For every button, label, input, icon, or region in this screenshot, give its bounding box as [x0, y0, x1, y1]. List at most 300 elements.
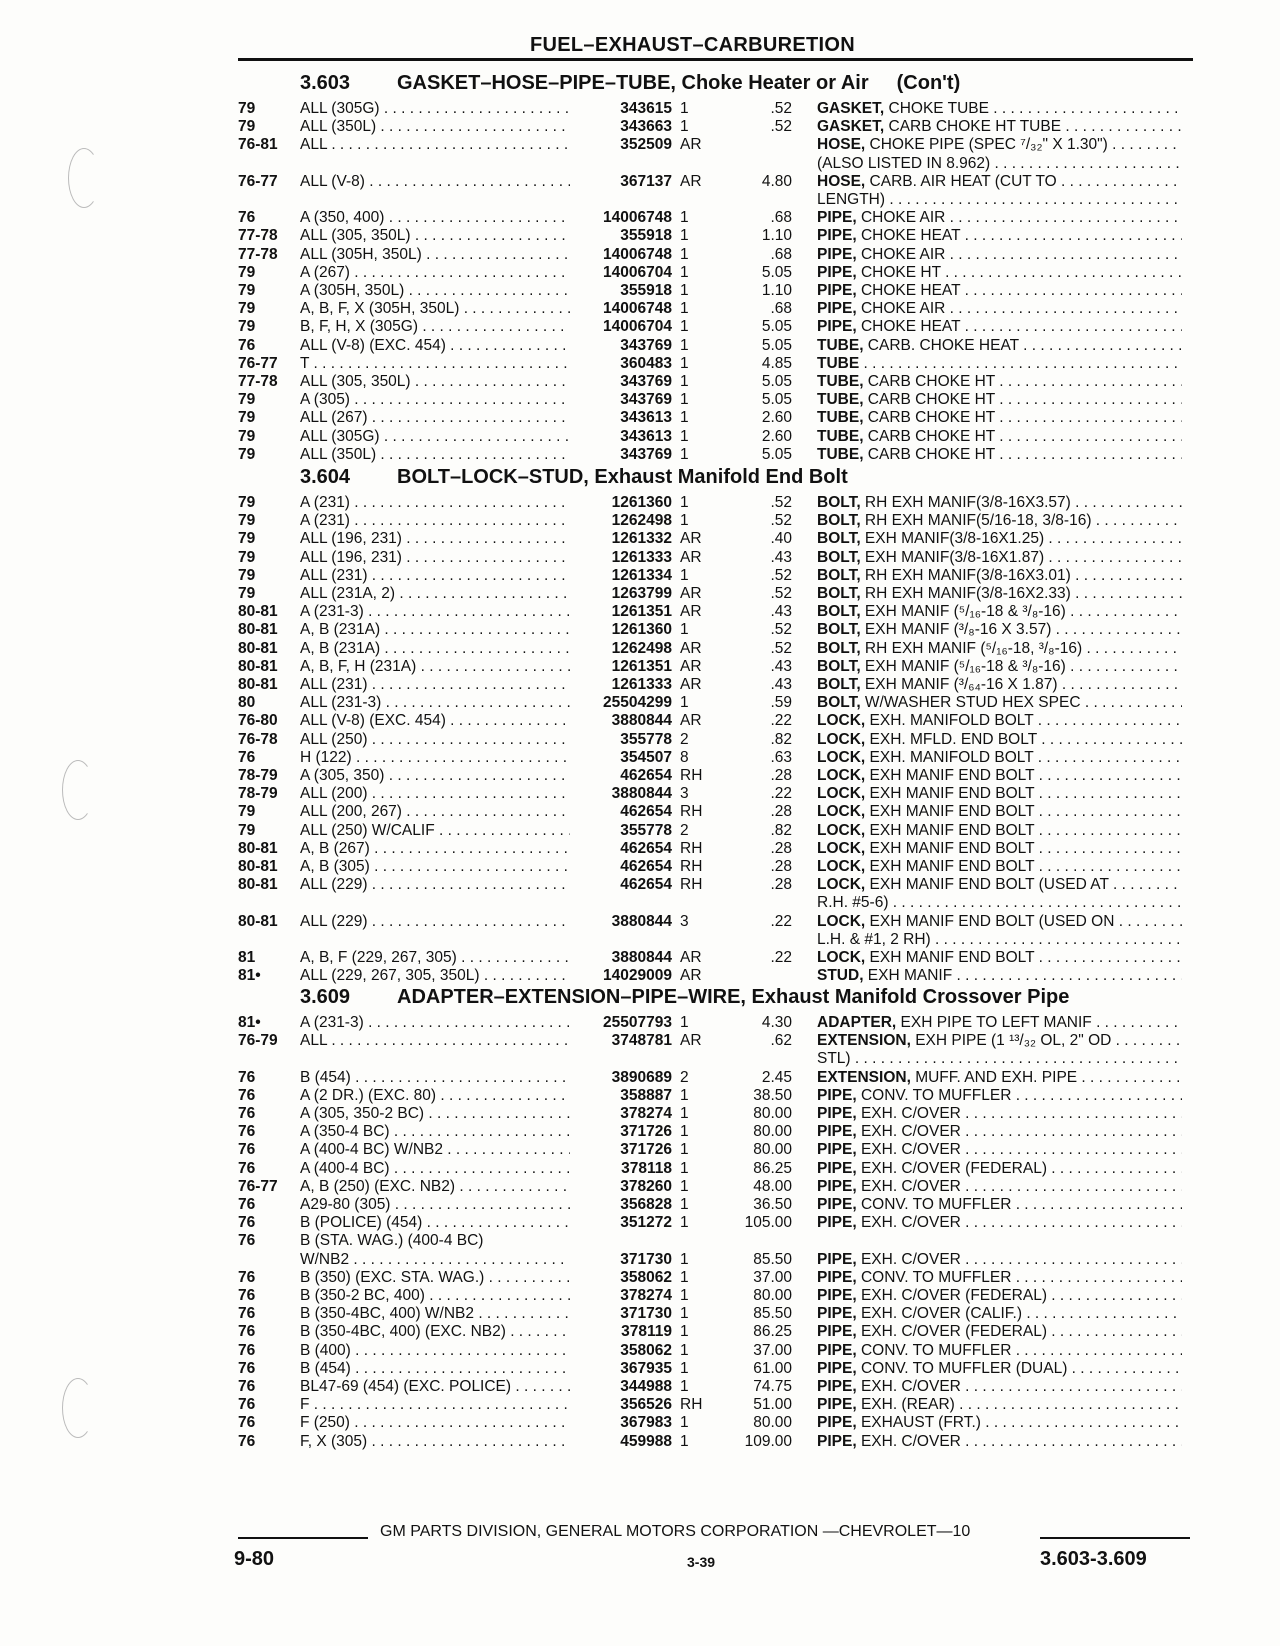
- model-year: 76-77: [238, 172, 278, 190]
- application: A (400-4 BC) . . .: [300, 1160, 570, 1178]
- part-number: 378119: [621, 1323, 672, 1341]
- description: [817, 1141, 1182, 1159]
- part-number: 367137: [620, 172, 672, 190]
- parts-row: [0, 767, 1280, 785]
- parts-row: [0, 428, 1280, 446]
- page-header: FUEL–EXHAUST–CARBURETION: [530, 34, 856, 56]
- application: ALL (231) . . .: [300, 567, 570, 585]
- price: .43: [770, 676, 792, 693]
- parts-row: [0, 264, 1280, 282]
- description-text: CHOKE AIR: [856, 300, 946, 318]
- description-text: EXH MANIF END BOLT: [865, 949, 1035, 966]
- description-keyword: LOCK,: [817, 785, 866, 803]
- description-keyword: TUBE,: [817, 391, 864, 409]
- description: [817, 676, 1182, 694]
- price: 80.00: [753, 1414, 792, 1432]
- part-number: 1261360: [611, 494, 672, 511]
- description-text: EXH. C/OVER (FEDERAL): [856, 1159, 1047, 1177]
- description: [817, 409, 1182, 427]
- description-text: EXH. C/OVER: [856, 1141, 961, 1159]
- description-text: EXH. C/OVER: [856, 1214, 961, 1232]
- part-number: 14006748: [603, 209, 672, 227]
- description-text: EXH MANIF: [863, 967, 953, 985]
- model-year: 76: [238, 1123, 256, 1141]
- application: H (122) . . .: [300, 749, 570, 767]
- part-number: 360483: [620, 354, 672, 372]
- price: .82: [770, 730, 792, 748]
- price: 80.00: [753, 1141, 792, 1159]
- price: 4.85: [761, 354, 792, 372]
- quantity: AR: [680, 639, 702, 657]
- description-text: EXH MANIF END BOLT (USED ON: [865, 912, 1115, 930]
- parts-row: [0, 1050, 1280, 1068]
- parts-row: [0, 822, 1280, 840]
- part-number: 351272: [620, 1214, 672, 1232]
- part-number: 459988: [620, 1432, 672, 1450]
- quantity: 1: [680, 1378, 689, 1395]
- parts-row: [0, 1014, 1280, 1032]
- parts-row: [0, 1378, 1280, 1396]
- description: [817, 494, 1182, 512]
- model-year: 76: [238, 1196, 256, 1213]
- application: B (350) (EXC. STA. WAG.) . . .: [300, 1269, 570, 1287]
- description: [817, 446, 1182, 464]
- description-keyword: BOLT,: [817, 585, 861, 602]
- description-keyword: BOLT,: [817, 494, 861, 511]
- part-number: 356828: [620, 1196, 672, 1213]
- parts-row: [0, 1160, 1280, 1178]
- model-year: 79: [238, 512, 256, 530]
- application: ALL (V-8) (EXC. 454) . . .: [300, 712, 570, 730]
- model-year: 76: [238, 1305, 256, 1323]
- part-number: 25504299: [603, 694, 672, 712]
- quantity: AR: [680, 949, 702, 966]
- price: 5.05: [761, 373, 792, 390]
- description: [817, 264, 1182, 282]
- part-number: 354507: [620, 748, 672, 766]
- parts-row: [0, 118, 1280, 136]
- application: A (305) . . .: [300, 391, 570, 409]
- price: .22: [770, 949, 792, 966]
- description: [817, 840, 1182, 858]
- section-number: 3.604: [300, 466, 351, 488]
- description-keyword: PIPE,: [817, 245, 857, 263]
- model-year: 79: [238, 300, 256, 318]
- description-keyword: PIPE,: [817, 1396, 857, 1414]
- parts-row: [0, 191, 1280, 209]
- part-number: 14006704: [603, 263, 672, 281]
- description-keyword: TUBE,: [817, 445, 864, 463]
- description: [817, 567, 1182, 585]
- part-number: 3880844: [611, 949, 672, 966]
- description-text: CARB CHOKE HT: [863, 373, 995, 390]
- description-text: EXH. C/OVER: [856, 1378, 961, 1395]
- section-name: BOLT–LOCK–STUD, Exhaust Manifold End Bolt: [397, 466, 848, 488]
- application: B (POLICE) (454) . . .: [300, 1214, 570, 1232]
- application: B (350-4BC, 400) (EXC. NB2) . . .: [300, 1323, 570, 1341]
- parts-row: [0, 155, 1280, 173]
- description-text: CARB CHOKE HT: [863, 445, 995, 463]
- model-year: 79: [238, 282, 256, 299]
- description-text: CHOKE HEAT: [856, 318, 961, 336]
- description: [817, 1323, 1182, 1341]
- parts-row: [0, 803, 1280, 821]
- model-year: 76: [238, 336, 256, 354]
- quantity: 1: [680, 209, 689, 227]
- quantity: 1: [680, 427, 689, 445]
- application: A (231) . . .: [300, 494, 570, 512]
- model-year: 76-80: [238, 712, 278, 730]
- application: A, B (231A) . . .: [300, 621, 570, 639]
- description: [817, 282, 1182, 300]
- part-number: 25507793: [603, 1014, 672, 1031]
- price: 2.60: [761, 427, 792, 445]
- model-year: 79: [238, 318, 256, 336]
- application: B (400) . . .: [300, 1342, 570, 1360]
- description: [817, 749, 1182, 767]
- description-text: CARB CHOKE HT: [863, 427, 995, 445]
- price: .22: [770, 912, 792, 930]
- description-keyword: PIPE,: [817, 1323, 857, 1341]
- description: [817, 949, 1182, 967]
- application: W/NB2 . . .: [300, 1251, 570, 1269]
- parts-row: [0, 640, 1280, 658]
- price: 86.25: [753, 1159, 792, 1177]
- parts-row: [0, 1342, 1280, 1360]
- section-title: [300, 986, 1069, 1009]
- application: A, B (231A) . . .: [300, 640, 570, 658]
- model-year: 80-81: [238, 676, 278, 693]
- model-year: 80-81: [238, 839, 278, 857]
- quantity: AR: [680, 603, 702, 621]
- price: .43: [770, 548, 792, 566]
- section-note: (Con't): [896, 72, 961, 94]
- section-number: 3.609: [300, 986, 351, 1008]
- quantity: AR: [680, 1032, 702, 1050]
- parts-row: [0, 913, 1280, 931]
- model-year: 79: [238, 803, 256, 821]
- part-number: 355778: [620, 730, 672, 748]
- description-text: EXH. C/OVER: [856, 1250, 961, 1268]
- price: 1.10: [761, 227, 792, 245]
- parts-row: [0, 1141, 1280, 1159]
- price: .52: [770, 512, 792, 530]
- parts-row: [0, 494, 1280, 512]
- application: A29-80 (305) . . .: [300, 1196, 570, 1214]
- description-keyword: LOCK,: [817, 876, 866, 894]
- description: [817, 858, 1182, 876]
- model-year: 76: [238, 1287, 256, 1304]
- part-number: 343615: [620, 100, 672, 117]
- parts-row: [0, 1178, 1280, 1196]
- price: 74.75: [753, 1378, 792, 1395]
- price: .52: [770, 118, 792, 136]
- description-text: EXH MANIF END BOLT: [865, 803, 1035, 821]
- application: A (305, 350) . . .: [300, 767, 570, 785]
- model-year: 76: [238, 1268, 256, 1286]
- model-year: 79: [238, 100, 256, 117]
- model-year: 77-78: [238, 227, 278, 245]
- application: ALL (305G) . . .: [300, 428, 570, 446]
- part-number: 356526: [620, 1396, 672, 1414]
- application: ALL (200, 267) . . .: [300, 803, 570, 821]
- part-number: 462654: [620, 858, 672, 875]
- description-text: CONV. TO MUFFLER (DUAL): [856, 1359, 1068, 1377]
- quantity: RH: [680, 839, 703, 857]
- application: ALL (305H, 350L) . . .: [300, 246, 570, 264]
- price: 4.30: [761, 1014, 792, 1031]
- quantity: 1: [680, 1341, 689, 1359]
- part-number: 358062: [620, 1341, 672, 1359]
- application: ALL . . .: [300, 1032, 570, 1050]
- description-keyword: BOLT,: [817, 512, 861, 530]
- description-keyword: PIPE,: [817, 1305, 857, 1323]
- application: B (STA. WAG.) (400-4 BC): [300, 1232, 484, 1250]
- part-number: 343663: [620, 118, 672, 136]
- quantity: 1: [680, 512, 689, 530]
- description-text: RH EXH MANIF (⁵/₁₆-18, ³/₈-16): [860, 639, 1083, 657]
- application: F, X (305) . . .: [300, 1433, 570, 1451]
- application: ALL (250) W/CALIF . . .: [300, 822, 570, 840]
- description-text: CHOKE HT: [856, 263, 941, 281]
- model-year: 76: [238, 1414, 256, 1432]
- description: [817, 585, 1182, 603]
- description-keyword: EXTENSION,: [817, 1032, 911, 1050]
- model-year: 76: [238, 1068, 256, 1086]
- model-year: 79: [238, 494, 256, 511]
- model-year: 81•: [238, 967, 261, 985]
- part-number: 1261351: [611, 603, 672, 621]
- model-year: 76: [238, 1141, 256, 1159]
- quantity: AR: [680, 172, 702, 190]
- model-year: 80-81: [238, 621, 278, 639]
- price: 5.05: [761, 445, 792, 463]
- part-number: 1262498: [611, 512, 672, 530]
- parts-row: [0, 1251, 1280, 1269]
- description-text: EXH PIPE (1 ¹³/₃₂ OL, 2" OD: [910, 1032, 1112, 1050]
- model-year: 81: [238, 949, 256, 966]
- description-text: CARB CHOKE HT: [863, 391, 995, 409]
- description-text: CONV. TO MUFFLER: [856, 1086, 1012, 1104]
- model-year: 79: [238, 445, 256, 463]
- application: ALL (200) . . .: [300, 785, 570, 803]
- quantity: 2: [680, 821, 689, 839]
- description: [817, 549, 1182, 567]
- application: ALL (305G) . . .: [300, 100, 570, 118]
- application: A (305H, 350L) . . .: [300, 282, 570, 300]
- model-year: 79: [238, 821, 256, 839]
- price: 80.00: [753, 1123, 792, 1141]
- description-text: EXH. (REAR): [856, 1396, 955, 1414]
- quantity: AR: [680, 712, 702, 730]
- part-number: 343769: [620, 336, 672, 354]
- part-number: 378274: [620, 1287, 672, 1304]
- parts-row: [0, 1123, 1280, 1141]
- description-text: EXH. MANIFOLD BOLT: [865, 748, 1034, 766]
- application: T . . .: [300, 355, 570, 373]
- description: [817, 1123, 1182, 1141]
- price: .43: [770, 603, 792, 621]
- description: [817, 100, 1182, 118]
- description-keyword: LOCK,: [817, 730, 866, 748]
- description: [817, 1396, 1182, 1414]
- part-number: 462654: [620, 803, 672, 821]
- parts-row: [0, 373, 1280, 391]
- description: [817, 712, 1182, 730]
- parts-row: [0, 246, 1280, 264]
- description-keyword: PIPE,: [817, 1414, 857, 1432]
- description-text: EXH MANIF (³/₈-16 X 3.57): [860, 621, 1052, 639]
- parts-row: [0, 676, 1280, 694]
- description-keyword: PIPE,: [817, 1268, 857, 1286]
- price: 86.25: [753, 1323, 792, 1341]
- description: [817, 767, 1182, 785]
- parts-row: [0, 967, 1280, 985]
- application: A, B (305) . . .: [300, 858, 570, 876]
- description-text: EXH MANIF (³/₆₄-16 X 1.87): [860, 676, 1058, 693]
- description-keyword: LOCK,: [817, 839, 866, 857]
- parts-row: [0, 567, 1280, 585]
- part-number: 367935: [620, 1359, 672, 1377]
- part-number: 355918: [620, 282, 672, 299]
- application: A (350, 400) . . .: [300, 209, 570, 227]
- part-number: 343769: [620, 373, 672, 390]
- section-title: [300, 466, 848, 489]
- description-keyword: LOCK,: [817, 821, 866, 839]
- description-text: RH EXH MANIF(5/16-18, 3/8-16): [860, 512, 1092, 530]
- parts-row: [0, 409, 1280, 427]
- description: [817, 1160, 1182, 1178]
- description-keyword: LOCK,: [817, 949, 866, 966]
- parts-row: [0, 894, 1280, 912]
- part-number: 1261351: [611, 657, 672, 675]
- application: F (250) . . .: [300, 1414, 570, 1432]
- description: [817, 803, 1182, 821]
- application: ALL (350L) . . .: [300, 118, 570, 136]
- description: [817, 300, 1182, 318]
- description-text: STL): [817, 1050, 851, 1068]
- quantity: 1: [680, 1214, 689, 1232]
- model-year: 76: [238, 1396, 256, 1414]
- footer-rule-right: [1040, 1537, 1190, 1539]
- application: ALL (231-3) . . .: [300, 694, 570, 712]
- parts-row: [0, 136, 1280, 154]
- price: .28: [770, 839, 792, 857]
- description-text: EXHAUST (FRT.): [856, 1414, 981, 1432]
- price: .82: [770, 821, 792, 839]
- description: [817, 931, 1182, 949]
- quantity: 1: [680, 1177, 689, 1195]
- description-text: EXH MANIF END BOLT: [865, 821, 1035, 839]
- description: [817, 640, 1182, 658]
- part-number: 3880844: [611, 912, 672, 930]
- price: .43: [770, 657, 792, 675]
- description-keyword: BOLT,: [817, 566, 861, 584]
- description-text: CONV. TO MUFFLER: [856, 1268, 1012, 1286]
- parts-row: [0, 603, 1280, 621]
- description: [817, 512, 1182, 530]
- description-text: EXH MANIF END BOLT: [865, 785, 1035, 803]
- quantity: 1: [680, 227, 689, 245]
- quantity: 1: [680, 1141, 689, 1159]
- model-year: 76-78: [238, 730, 278, 748]
- parts-row: [0, 355, 1280, 373]
- quantity: 1: [680, 391, 689, 409]
- price: .68: [770, 245, 792, 263]
- part-number: 344988: [620, 1378, 672, 1395]
- description-keyword: BOLT,: [817, 639, 861, 657]
- quantity: RH: [680, 803, 703, 821]
- description-text: RH EXH MANIF(3/8-16X2.33): [860, 585, 1071, 602]
- description-text: EXH MANIF (⁵/₁₆-18 & ³/₈-16): [860, 657, 1066, 675]
- parts-row: [0, 712, 1280, 730]
- application: A (2 DR.) (EXC. 80) . . .: [300, 1087, 570, 1105]
- quantity: AR: [680, 548, 702, 566]
- application: B (454) . . .: [300, 1360, 570, 1378]
- price: 85.50: [753, 1305, 792, 1323]
- parts-row: [0, 785, 1280, 803]
- price: .28: [770, 767, 792, 784]
- quantity: 1: [680, 1250, 689, 1268]
- part-number: 371730: [620, 1250, 672, 1268]
- model-year: 76-77: [238, 354, 278, 372]
- application: A (231-3) . . .: [300, 1014, 570, 1032]
- description: [817, 355, 1182, 373]
- price: 48.00: [753, 1177, 792, 1195]
- model-year: 80: [238, 694, 256, 712]
- description-text: EXH. C/OVER: [856, 1123, 961, 1141]
- description: [817, 1196, 1182, 1214]
- parts-row: [0, 1433, 1280, 1451]
- description-keyword: PIPE,: [817, 1214, 857, 1232]
- application: ALL (229) . . .: [300, 913, 570, 931]
- description: [817, 967, 1182, 985]
- application: B (350-4BC, 400) W/NB2 . . .: [300, 1305, 570, 1323]
- model-year: 79: [238, 118, 256, 136]
- quantity: 3: [680, 785, 689, 803]
- quantity: 1: [680, 1014, 689, 1031]
- parts-row: [0, 300, 1280, 318]
- parts-row: [0, 227, 1280, 245]
- quantity: 1: [680, 318, 689, 336]
- application: F . . .: [300, 1396, 570, 1414]
- application: A, B (267) . . .: [300, 840, 570, 858]
- description-text: EXH. C/OVER (FEDERAL): [856, 1287, 1047, 1304]
- description-text: R.H. #5-6): [817, 894, 889, 912]
- description-keyword: TUBE,: [817, 336, 864, 354]
- model-year: 78-79: [238, 767, 278, 784]
- description-text: EXH MANIF(3/8-16X1.87): [860, 548, 1045, 566]
- price: .62: [770, 1032, 792, 1050]
- description: [817, 1342, 1182, 1360]
- model-year: 79: [238, 409, 256, 427]
- description-keyword: BOLT,: [817, 694, 861, 712]
- model-year: 76: [238, 1323, 256, 1341]
- description: [817, 1305, 1182, 1323]
- model-year: 76: [238, 1232, 256, 1250]
- application: ALL (196, 231) . . .: [300, 530, 570, 548]
- price: .40: [770, 530, 792, 548]
- part-number: 352509: [620, 136, 672, 154]
- quantity: RH: [680, 767, 703, 784]
- quantity: AR: [680, 136, 702, 154]
- description: [817, 337, 1182, 355]
- description-text: CHOKE PIPE (SPEC ⁷/₃₂" X 1.30"): [865, 136, 1108, 154]
- application: B (454) . . .: [300, 1069, 570, 1087]
- quantity: 1: [680, 373, 689, 390]
- footer-date: 9-80: [234, 1548, 275, 1570]
- price: 80.00: [753, 1105, 792, 1122]
